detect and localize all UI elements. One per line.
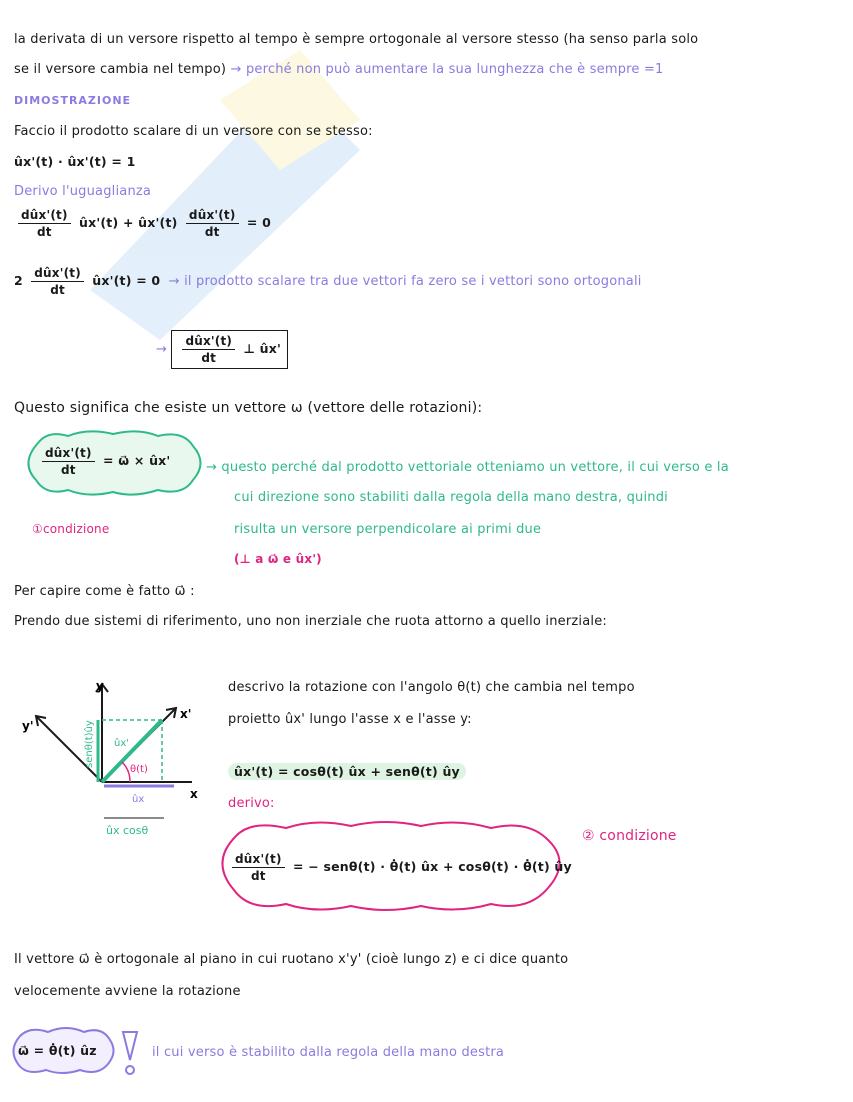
- equation-derivative-expanded: $\frac{\text{dûx'(t)}}{dt}$ = − senθ(t) · θ̇(t) ûx + cosθ(t) · θ̇(t) ûy: [228, 852, 572, 883]
- text-line: se il versore cambia nel tempo): [14, 62, 227, 77]
- text-note: il cui verso è stabilito dalla regola della mano destra: [152, 1045, 505, 1060]
- condition-2: ② condizione: [582, 828, 677, 844]
- text-line: Prendo due sistemi di riferimento, uno non inerziale che ruota attorno a quello inerziale:: [14, 614, 607, 629]
- text-note: → perché non può aumentare la sua lunghezza che è sempre =1: [230, 62, 664, 77]
- text-line: velocemente avviene la rotazione: [14, 984, 241, 999]
- equation-omega-cross: $\frac{\text{dûx'(t)}}{dt}$ = ω⃗ × ûx': [38, 446, 170, 477]
- equation-boxed: → $\frac{\text{dûx'(t)}}{dt}$ ⊥ ûx': [156, 330, 288, 369]
- text-note: risulta un versore perpendicolare ai primi due: [234, 522, 542, 537]
- text-line: proietto ûx' lungo l'asse x e l'asse y:: [228, 712, 472, 727]
- text-line: descrivo la rotazione con l'angolo θ(t) che cambia nel tempo: [228, 680, 635, 695]
- equation-derivative: $\frac{\text{dûx'(t)}}{dt}$ ûx'(t) + ûx'(t) $\frac{\text{dûx'(t)}}{dt}$ = 0: [14, 208, 271, 239]
- projection-label: senθ(t)ûy: [84, 720, 95, 768]
- text-line: Questo significa che esiste un vettore ω (vettore delle rotazioni):: [14, 400, 483, 416]
- exclamation-icon: [120, 1030, 140, 1078]
- axis-label-x: x: [190, 787, 198, 801]
- rotation-diagram: [14, 672, 224, 852]
- text-note: (⊥ a ω⃗ e ûx'): [234, 552, 322, 566]
- vector-label: ûx: [132, 794, 145, 805]
- text-line: Per capire come è fatto ω⃗ :: [14, 584, 195, 599]
- section-title: DIMOSTRAZIONE: [14, 94, 132, 107]
- text-note: derivo:: [228, 796, 275, 811]
- projection-label: ûx cosθ: [106, 824, 149, 837]
- axis-label-y: y: [96, 679, 104, 693]
- text-note: cui direzione sono stabiliti dalla regola della mano destra, quindi: [234, 490, 668, 505]
- equation-two: 2 $\frac{\text{dûx'(t)}}{dt}$ ûx'(t) = 0 → il prodotto scalare tra due vettori fa zero se i vettori sono ortogonali: [14, 266, 642, 297]
- text-note: → questo perché dal prodotto vettoriale otteniamo un vettore, il cui verso e la: [206, 460, 729, 475]
- axis-label-xprime: x': [180, 707, 192, 721]
- equation: ûx'(t) · ûx'(t) = 1: [14, 154, 136, 169]
- vector-label: ûx': [114, 738, 130, 749]
- angle-label: θ(t): [130, 764, 148, 775]
- text-note: Derivo l'uguaglianza: [14, 184, 152, 199]
- equation-omega: ω⃗ = θ̇(t) ûz: [18, 1043, 97, 1058]
- text-line: la derivata di un versore rispetto al tempo è sempre ortogonale al versore stesso (ha senso parla solo: [14, 32, 699, 47]
- text-line: Faccio il prodotto scalare di un versore con se stesso:: [14, 124, 373, 139]
- equation: ûx'(t) = cosθ(t) ûx + senθ(t) ûy: [228, 764, 466, 779]
- axis-label-yprime: y': [22, 719, 34, 733]
- text-line: Il vettore ω⃗ è ortogonale al piano in cui ruotano x'y' (cioè lungo z) e ci dice quanto: [14, 952, 569, 967]
- condition-1: ①condizione: [32, 522, 110, 536]
